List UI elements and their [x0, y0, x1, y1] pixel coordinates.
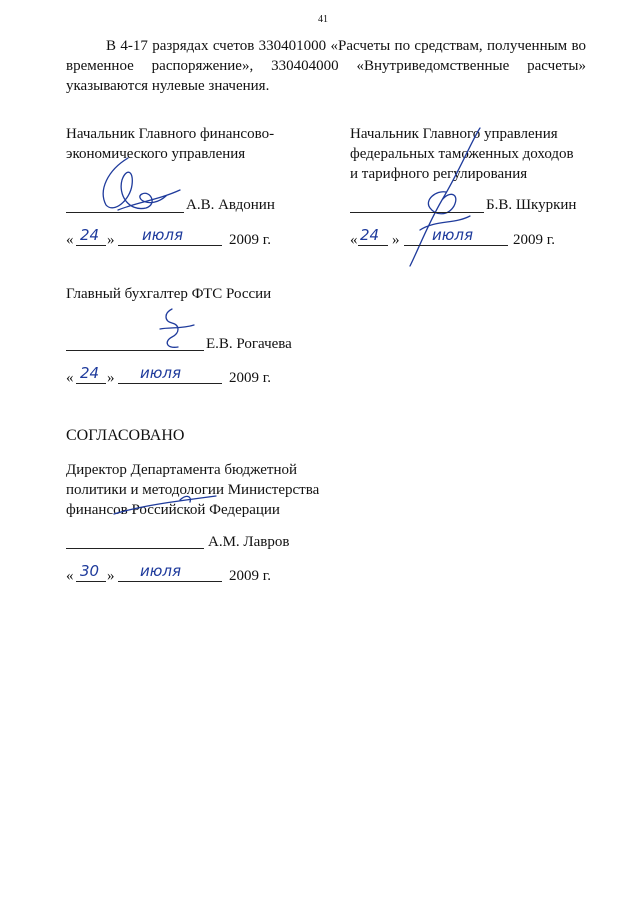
date-year: 2009 г. — [229, 232, 271, 248]
date-close-quote: » — [107, 370, 115, 386]
signer-title-line: Начальник Главного управления — [350, 126, 558, 142]
date-year: 2009 г. — [229, 370, 271, 386]
handwritten-date-month: июля — [142, 226, 183, 244]
handwritten-date-day: 24 — [360, 226, 380, 244]
date-year: 2009 г. — [229, 568, 271, 584]
signature-line — [66, 350, 204, 351]
intro-line-2: временное распоряжение», 330404000 «Внутриведомственные расчеты» — [66, 58, 586, 74]
signer-name: Е.В. Рогачева — [206, 336, 292, 352]
handwritten-signature-lavrov — [110, 490, 220, 520]
date-open-quote: « — [350, 232, 358, 248]
handwritten-date-month: июля — [432, 226, 473, 244]
date-day-line — [76, 383, 106, 384]
signer-name: А.В. Авдонин — [186, 197, 275, 213]
intro-paragraph — [66, 36, 586, 96]
handwritten-date-day: 24 — [80, 226, 100, 244]
date-day-line — [76, 245, 106, 246]
signer-title-line: Начальник Главного финансово- — [66, 126, 275, 142]
date-month-line — [118, 245, 222, 246]
date-close-quote: » — [107, 568, 115, 584]
signer-name: Б.В. Шкуркин — [486, 197, 577, 213]
approval-name: А.М. Лавров — [208, 534, 290, 550]
signer-title-line: и тарифного регулирования — [350, 166, 528, 182]
approval-title-line: финансов Российской Федерации — [66, 502, 280, 518]
date-close-quote: » — [392, 232, 400, 248]
date-month-line — [118, 581, 222, 582]
date-day-line — [358, 245, 388, 246]
handwritten-date-month: июля — [140, 562, 181, 580]
page-number: 41 — [318, 14, 328, 25]
date-month-line — [118, 383, 222, 384]
handwritten-date-month: июля — [140, 364, 181, 382]
signature-line — [66, 212, 184, 213]
signer-title-line: экономического управления — [66, 146, 246, 162]
date-open-quote: « — [66, 568, 74, 584]
handwritten-signature-avdonin — [88, 150, 188, 220]
handwritten-date-day: 30 — [80, 562, 100, 580]
intro-line-3: указываются нулевые значения. — [66, 78, 270, 94]
approval-title-line: политики и методологии Министерства — [66, 482, 320, 498]
handwritten-signature-rogacheva — [150, 305, 200, 353]
signer-title-line: Главный бухгалтер ФТС России — [66, 286, 272, 302]
date-open-quote: « — [66, 232, 74, 248]
signature-line — [350, 212, 484, 213]
signer-title-line: федеральных таможенных доходов — [350, 146, 574, 162]
approval-title-line: Директор Департамента бюджетной — [66, 462, 298, 478]
date-close-quote: » — [107, 232, 115, 248]
date-year: 2009 г. — [513, 232, 555, 248]
handwritten-date-day: 24 — [80, 364, 100, 382]
signature-line — [66, 548, 204, 549]
date-month-line — [404, 245, 508, 246]
approval-heading: СОГЛАСОВАНО — [66, 427, 185, 444]
date-open-quote: « — [66, 370, 74, 386]
date-day-line — [76, 581, 106, 582]
intro-line-1: В 4-17 разрядах счетов 330401000 «Расчеты по средствам, полученным во — [106, 38, 586, 54]
